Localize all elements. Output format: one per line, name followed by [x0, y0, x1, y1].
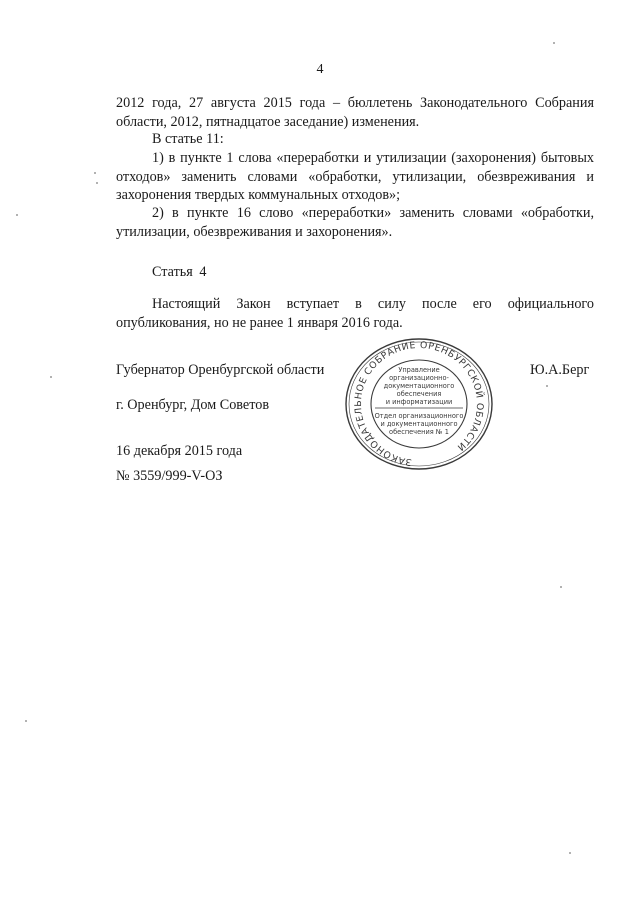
scan-speck [560, 586, 562, 588]
paragraph-continuation [116, 94, 594, 131]
seal-lower-line: и документационного [380, 420, 458, 428]
seal-center-text [375, 366, 464, 436]
page-number: 4 [316, 62, 324, 77]
official-seal [343, 336, 495, 472]
scan-speck [16, 214, 18, 216]
article-11-intro: В статье 11: [152, 131, 224, 147]
paragraph-line: утилизации, обезвреживания и захоронения». [116, 223, 393, 240]
paragraph-line: 1) в пункте 1 слова «переработки и утилизации (захоронения) бытовых [152, 150, 594, 166]
paragraph-line: отходов» заменить словами «обработки, утилизации, обезвреживания и [116, 168, 594, 185]
signing-date: 16 декабря 2015 года [116, 443, 243, 459]
amendment-item-1 [116, 149, 594, 205]
scan-speck [553, 42, 555, 44]
seal-upper-line: обеспечения [396, 390, 442, 398]
seal-upper-line: организационно- [389, 374, 449, 382]
seal-upper-line: и информатизации [385, 398, 453, 406]
seal-ring-textpath: ЗАКОНОДАТЕЛЬНОЕ СОБРАНИЕ ОРЕНБУРГСКОЙ ОБЛАСТИ [352, 339, 486, 468]
seal-lower-line: обеспечения № 1 [389, 428, 449, 436]
scan-speck [94, 172, 96, 174]
article-4-heading: Статья 4 [152, 264, 207, 280]
scan-speck [50, 376, 52, 378]
paragraph-line: области, 2012, пятнадцатое заседание) изменения. [116, 113, 420, 130]
law-number: № 3559/999-V-ОЗ [116, 468, 223, 484]
paragraph-line: 2) в пункте 16 слово «переработки» заменить словами «обработки, [152, 205, 594, 221]
scan-speck [25, 720, 27, 722]
seal-lower-line: Отдел организационного [374, 412, 464, 420]
paragraph-line: захоронения твердых коммунальных отходов»; [116, 187, 401, 203]
scan-speck [96, 182, 98, 184]
amendment-item-2 [116, 204, 594, 241]
signing-place: г. Оренбург, Дом Советов [116, 397, 270, 413]
seal-upper-line: Управление [398, 366, 440, 374]
paragraph-line: 2012 года, 27 августа 2015 года – бюллетень Законодательного Собрания [116, 95, 594, 111]
paragraph-line: Настоящий Закон вступает в силу после его официального [152, 296, 594, 312]
scan-speck [546, 385, 548, 387]
seal-upper-line: документационного [383, 382, 455, 390]
paragraph-line: опубликования, но не ранее 1 января 2016 года. [116, 314, 403, 331]
governor-name: Ю.А.Берг [530, 362, 590, 378]
governor-title: Губернатор Оренбургской области [116, 362, 325, 378]
article-4-text [116, 295, 594, 332]
scan-speck [569, 852, 571, 854]
